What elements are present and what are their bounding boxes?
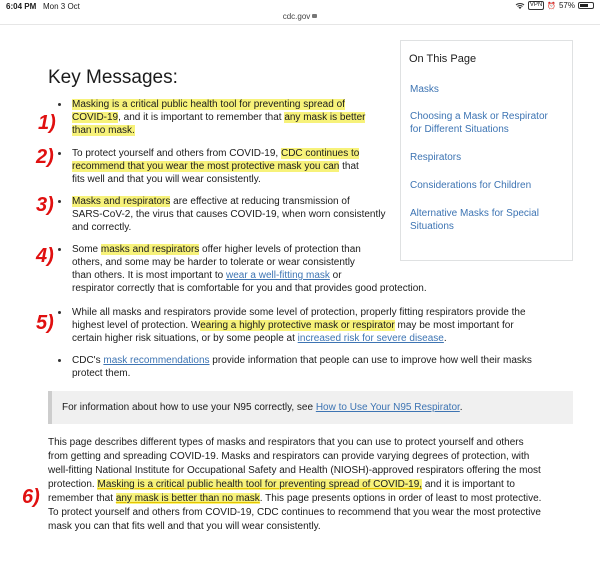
wifi-icon <box>515 2 525 10</box>
text: To protect yourself and others from COVID-19, CDC continues to recommend that you wear the most protective <box>48 507 541 518</box>
alarm-icon: ⏰ <box>547 2 556 10</box>
bullet-dot <box>58 248 61 251</box>
battery-percent: 57% <box>558 1 575 10</box>
callout-text <box>62 402 463 413</box>
text: For information about how to use your N95 correctly, see <box>62 402 316 413</box>
text: from getting and spreading COVID-19. Masks and respirators can provide varying degrees of protection, with <box>48 451 530 462</box>
battery-icon <box>578 2 594 9</box>
toc-link-line: for Different Situations <box>410 124 509 135</box>
highlighted-text: any mask is better <box>284 112 366 123</box>
text: others, and some may be harder to tolerate or wear consistently <box>72 257 355 268</box>
text: may be most important for <box>394 320 514 331</box>
bullet-dot <box>58 103 61 106</box>
list-item-text <box>72 195 402 234</box>
status-date: Mon 3 Oct <box>43 2 80 11</box>
text: are effective at reducing transmission of <box>170 196 350 207</box>
annotation-number: 5) <box>36 312 54 334</box>
toc-link-line: Alternative Masks for Special <box>410 208 539 219</box>
text: offer higher levels of protection than <box>199 244 361 255</box>
highlighted-text: Masking is a critical public health tool for preventing spread of <box>72 99 345 110</box>
text: remember that <box>48 493 116 504</box>
status-time: 6:04 PM <box>6 2 37 11</box>
annotation-number: 6) <box>22 486 40 508</box>
toc-link-masks[interactable]: Masks <box>410 84 439 95</box>
annotation-number: 2) <box>36 146 54 168</box>
highlighted-text: COVID-19 <box>72 112 119 123</box>
text: than others. It is most important to <box>72 270 226 281</box>
text: mask you can that fits well and that you will wear consistently. <box>48 521 321 532</box>
annotation-number: 3) <box>36 194 54 216</box>
list-item-text <box>72 98 402 137</box>
toc-link-respirators[interactable]: Respirators <box>410 152 462 163</box>
text: or <box>329 270 342 281</box>
text: This page describes different types of masks and respirators that you can use to protect yourself and others <box>48 437 524 448</box>
sidebar-title: On This Page <box>409 53 477 65</box>
highlighted-text: masks and respirators <box>100 244 200 255</box>
url-text[interactable]: cdc.gov <box>282 12 311 21</box>
list-item-text <box>72 147 402 186</box>
mask-recommendations-link[interactable]: mask recommendations <box>103 355 210 366</box>
highlighted-text: Masking is a critical public health tool for preventing spread of COVID-19, <box>97 479 423 490</box>
text: . This page presents options in order of least to most protective. <box>259 493 542 504</box>
lock-icon <box>312 14 317 18</box>
highlighted-text: than no mask. <box>72 125 135 136</box>
page-heading: Key Messages: <box>48 67 178 88</box>
text: highest level of protection. W <box>72 320 201 331</box>
text: certain higher risk situations, or by some people at <box>72 333 298 344</box>
well-fitting-mask-link[interactable]: wear a well-fitting mask <box>225 270 330 281</box>
text: Some <box>72 244 101 255</box>
annotation-number: 1) <box>38 112 56 134</box>
highlighted-text: earing a highly protective mask or respirator <box>200 320 395 331</box>
address-bar[interactable] <box>0 12 600 21</box>
highlighted-text: Masks and respirators <box>72 196 171 207</box>
text: protection. <box>48 479 98 490</box>
text: fits well and that you will wear consistently. <box>72 174 261 185</box>
text: . <box>459 402 463 413</box>
bullet-dot <box>58 311 61 314</box>
vpn-badge: VPN <box>529 2 543 8</box>
highlighted-text: recommend that you wear the most protective mask you can <box>72 161 340 172</box>
status-bar <box>0 0 600 12</box>
text: well-fitting National Institute for Occupational Safety and Health (NIOSH)-approved respirators offering the most <box>48 465 541 476</box>
bullet-dot <box>58 200 61 203</box>
toc-link-alternative-masks[interactable] <box>410 207 560 233</box>
status-right <box>515 1 594 10</box>
list-item-text <box>72 243 532 295</box>
text: To protect yourself and others from COVID-19, <box>72 148 281 159</box>
text: While all masks and respirators provide some level of protection, properly fitting respirators provide the <box>72 307 526 318</box>
text: protect them. <box>72 368 131 379</box>
text: that <box>339 161 359 172</box>
annotation-number: 4) <box>36 245 54 267</box>
text: SARS-CoV-2, the virus that causes COVID-19, when worn consistently <box>72 209 386 220</box>
text: , and it is important to remember that <box>118 112 285 123</box>
toolbar-divider <box>0 24 600 25</box>
n95-respirator-link[interactable]: How to Use Your N95 Respirator <box>315 402 460 413</box>
list-item-text <box>72 306 577 345</box>
on-this-page-panel <box>400 40 573 261</box>
toc-link-line: Choosing a Mask or Respirator <box>410 111 548 122</box>
highlighted-text: any mask is better than no mask <box>115 493 260 504</box>
bullet-dot <box>58 359 61 362</box>
text: CDC's <box>72 355 104 366</box>
text: and correctly. <box>72 222 132 233</box>
highlighted-text: CDC continues to <box>280 148 360 159</box>
n95-info-callout <box>48 391 573 424</box>
list-item-text <box>72 354 577 380</box>
text: provide information that people can use to improve how well their masks <box>209 355 532 366</box>
toc-link-line: Situations <box>410 221 454 232</box>
increased-risk-link[interactable]: increased risk for severe disease <box>297 333 444 344</box>
toc-link-children[interactable]: Considerations for Children <box>410 180 532 191</box>
text: . <box>443 333 447 344</box>
intro-paragraph <box>48 436 578 534</box>
text: and it is important to <box>422 479 515 490</box>
toc-link-choosing-mask[interactable] <box>410 110 560 136</box>
bullet-dot <box>58 152 61 155</box>
text: respirator correctly that is comfortable for you and that provides good protection. <box>72 283 427 294</box>
